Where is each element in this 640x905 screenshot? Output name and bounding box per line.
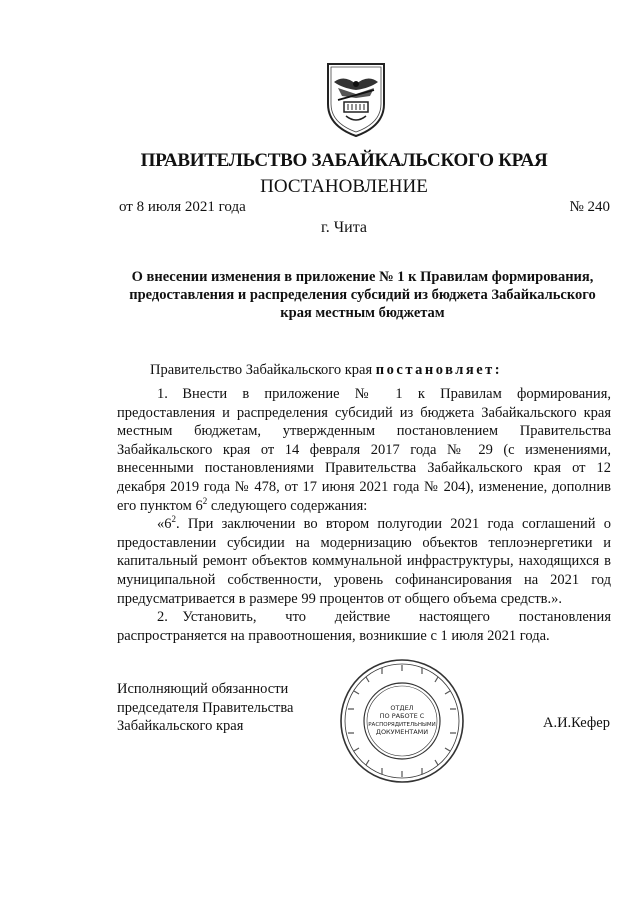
paragraph-2: 2. Установить, что действие настоящего постановления распространяется на правоотношения, возникшие с 1 июля 2021 года.	[117, 609, 611, 644]
preamble-text: Правительство Забайкальского края	[150, 362, 373, 378]
signatory-line-3: Забайкальского края	[117, 718, 244, 735]
signatory-title	[117, 680, 293, 736]
preamble-verb: постановляет:	[375, 362, 503, 378]
quoted-clause-superscript: 2	[171, 514, 176, 525]
regional-emblem-icon	[324, 60, 388, 138]
stamp-line-3: РАСПОРЯДИТЕЛЬНЫМИ	[368, 722, 436, 728]
signatory-line-2: председателя Правительства	[117, 699, 294, 716]
paragraph-1	[117, 385, 611, 515]
document-subject: О внесении изменения в приложение № 1 к Правилам формирования, предоставления и распределения субсидий из бюджета Забайкальского края местным бюджетам	[129, 269, 596, 321]
signatory-line-1: Исполняющий обязанности	[117, 681, 289, 697]
government-title: ПРАВИТЕЛЬСТВО ЗАБАЙКАЛЬСКОГО КРАЯ	[140, 150, 548, 171]
preamble	[150, 362, 502, 379]
paragraph-1-text: 1. Внести в приложение № 1 к Правилам формирования, предоставления и распределения субсидий из бюджета Забайкальского края местным бюджетам, утвержденным постановлением Правительства Забайкальского края от 14 февраля 2017 года № 29 (с изменениями, внесенными постановлениями Правительства Забайкальского края от 12 декабря 2019 года № 478, от 17 июня 2021 года № 204), изменение, дополнив его пунктом 6	[117, 386, 611, 514]
document-number: № 240	[569, 199, 610, 215]
document-date: от 8 июля 2021 года	[119, 199, 246, 215]
stamp-line-2: ПО РАБОТЕ С	[379, 712, 425, 720]
quoted-clause-number: «6	[157, 516, 172, 533]
official-stamp-icon	[338, 657, 466, 785]
document-city: г. Чита	[320, 219, 367, 236]
document-body	[117, 385, 611, 645]
paragraph-1-superscript: 2	[202, 495, 208, 506]
quoted-clause-text: . При заключении во втором полугодии 2021 года соглашений о предоставлении субсидии на модернизацию объектов теплоэнергетики и капитальный ремонт объектов коммунальной инфраструктуры, находящихся в муниципальной собственности, уровень софинансирования на 2021 год предусматривается в размере 99 процентов от общего объема средств.».	[117, 516, 611, 607]
document-type: ПОСТАНОВЛЕНИЕ	[260, 176, 428, 197]
stamp-line-1: ОТДЕЛ	[390, 704, 414, 712]
paragraph-1-tail: следующего содержания:	[207, 497, 368, 514]
signatory-name: А.И.Кефер	[542, 715, 610, 731]
stamp-line-4: ДОКУМЕНТАМИ	[375, 728, 429, 736]
quoted-clause	[117, 515, 611, 608]
